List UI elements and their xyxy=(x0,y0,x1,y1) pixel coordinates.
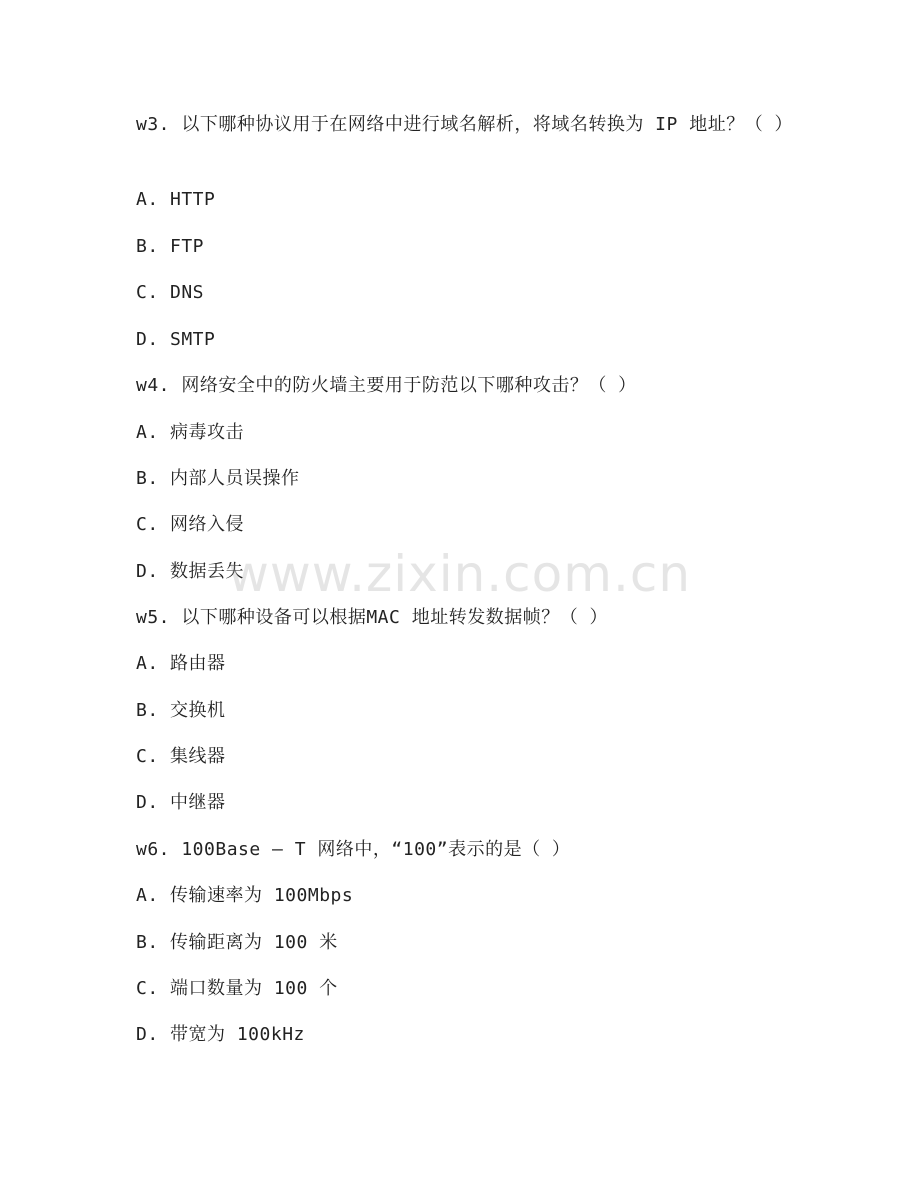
option-a: A. HTTP xyxy=(136,189,216,210)
question-stem: w4. 网络安全中的防火墙主要用于防范以下哪种攻击？（ ） xyxy=(136,375,637,396)
option-d: D. 带宽为 100kHz xyxy=(136,1024,305,1045)
option-c: C. DNS xyxy=(136,282,205,303)
option-d: D. SMTP xyxy=(136,329,216,350)
option-a: A. 病毒攻击 xyxy=(136,422,245,443)
option-c: C. 端口数量为 100 个 xyxy=(136,978,338,999)
question-stem: w3. 以下哪种协议用于在网络中进行域名解析，将域名转换为 IP 地址？（ ） xyxy=(136,114,794,135)
option-d: D. 中继器 xyxy=(136,792,226,813)
option-a: A. 传输速率为 100Mbps xyxy=(136,885,354,906)
question-stem: w6. 100Base – T 网络中，“100”表示的是（ ） xyxy=(136,839,571,860)
option-c: C. 集线器 xyxy=(136,746,226,767)
option-b: B. 内部人员误操作 xyxy=(136,468,300,489)
option-b: B. 交换机 xyxy=(136,700,226,721)
option-a: A. 路由器 xyxy=(136,653,226,674)
option-b: B. FTP xyxy=(136,236,205,257)
option-b: B. 传输距离为 100 米 xyxy=(136,932,338,953)
option-d: D. 数据丢失 xyxy=(136,561,245,582)
option-c: C. 网络入侵 xyxy=(136,514,245,535)
watermark: www.zixin.com.cn xyxy=(228,545,692,603)
question-stem: w5. 以下哪种设备可以根据MAC 地址转发数据帧？（ ） xyxy=(136,607,609,628)
